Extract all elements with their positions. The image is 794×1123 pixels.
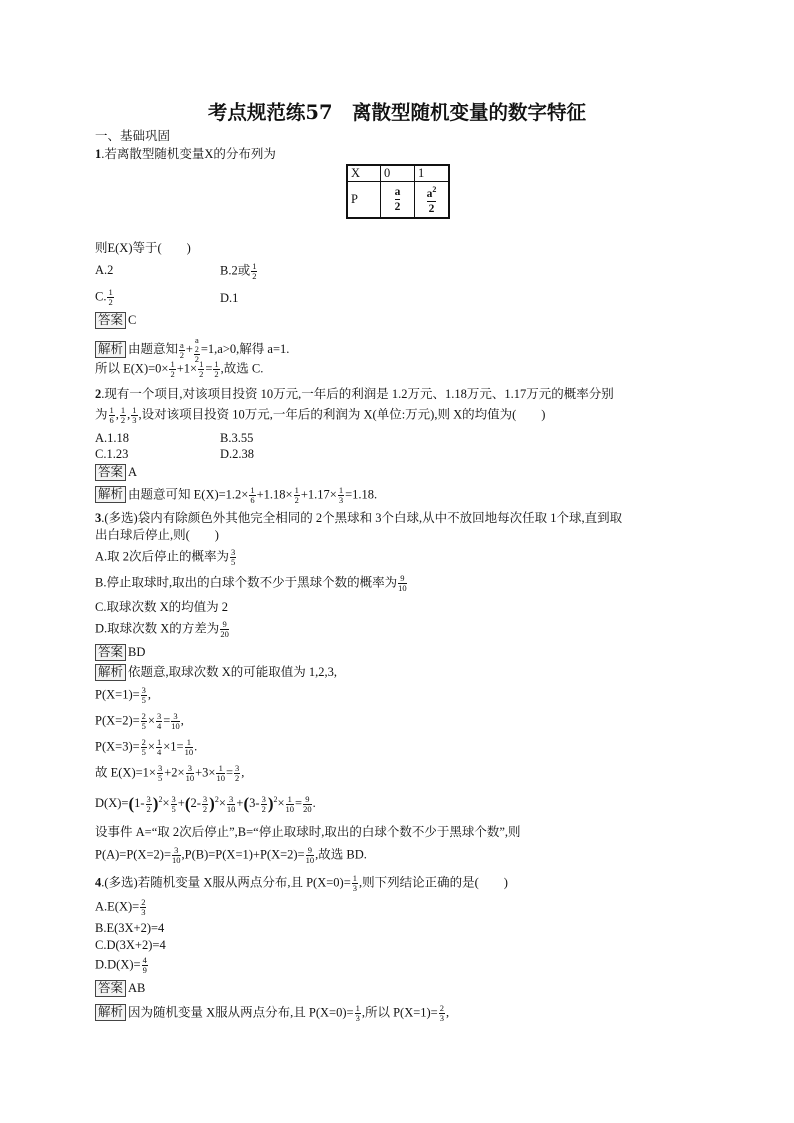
q3-analysis-line: 故 E(X)=1× $\frac{3}{5}$ +2× $\frac{3}{10}$ +3× $\frac{1}{10}$ = $\frac{3}{2}$ , bbox=[95, 763, 245, 783]
q2-analysis: 解析 由题意可知 E(X)=1.2× $\frac{1}{6}$ +1.18× $\frac{1}{2}$ +1.17× $\frac{1}{3}$ =1.18. bbox=[95, 486, 377, 505]
q2-option-a: A.1.18 bbox=[95, 431, 130, 445]
q1-option-d: D.1 bbox=[220, 291, 239, 305]
q3-stem: 3.(多选)袋内有除颜色外其他完全相同的 2个黑球和 3个白球,从中不放回地每次任取 1个球,直到取 bbox=[95, 511, 623, 525]
q2-answer: 答案 A bbox=[95, 464, 137, 481]
q1-option-a: A.2 bbox=[95, 263, 114, 277]
q3-analysis-line: P(X=1)= $\frac{3}{5}$ , bbox=[95, 685, 152, 705]
q1-stem: 1.若离散型随机变量X的分布列为 bbox=[95, 147, 276, 161]
q4-option-d: D.D(X)= $\frac{4}{9}$ bbox=[95, 955, 147, 975]
q3-stem-2: 出白球后停止,则( ) bbox=[95, 528, 219, 542]
q3-option-c: C.取球次数 X的均值为 2 bbox=[95, 600, 228, 614]
q3-analysis-line: P(A)=P(X=2)= $\frac{3}{10}$ ,P(B)=P(X=1)+P(X=2)= $\frac{9}{10}$ ,故选 BD. bbox=[95, 845, 367, 865]
q3-option-a: A.取 2次后停止的概率为 $\frac{3}{5}$ bbox=[95, 547, 236, 567]
q3-analysis-variance: D(X)=(1- $\frac{3}{2}$ )$^2$× $\frac{3}{5}$ +(2- $\frac{3}{2}$ )$^2$× $\frac{3}{10}$ +(3- $\frac{3}{2}$ )$^2$× $\frac{1}{10}$ = $\frac{9}{20}$ . bbox=[95, 793, 316, 814]
table-frac: $\frac{a}{2}$ bbox=[394, 185, 401, 213]
section-heading: 一、基础巩固 bbox=[95, 129, 171, 143]
q2-option-b: B.3.55 bbox=[220, 431, 254, 445]
table-header-p: P bbox=[347, 182, 381, 218]
q4-option-a: A.E(X)= $\frac{2}{3}$ bbox=[95, 897, 146, 917]
q3-analysis: 解析 依题意,取球次数 X的可能取值为 1,2,3, bbox=[95, 664, 337, 681]
q1-analysis-2: 所以 E(X)=0× $\frac{1}{2}$ +1× $\frac{1}{2}$ = $\frac{1}{2}$ ,故选 C. bbox=[95, 359, 264, 379]
q2-stem-2: 为 $\frac{1}{6}$ , $\frac{1}{2}$ , $\frac{1}{3}$ ,设对该项目投资 10万元,一年后的利润为 X(单位:万元),则 X的均值为( ) bbox=[95, 405, 546, 425]
q3-option-b: B.停止取球时,取出的白球个数不少于黑球个数的概率为 $\frac{9}{10}$ bbox=[95, 573, 407, 593]
q3-analysis-line: 设事件 A=“取 2次后停止”,B=“停止取球时,取出的白球个数不少于黑球个数”,则 bbox=[95, 825, 521, 839]
table-frac: $\frac{a^2}{2}$ bbox=[426, 184, 437, 215]
q4-answer: 答案 AB bbox=[95, 980, 145, 997]
q1-analysis: 解析 由题意知 $\frac{a}{2}$ + a 2 2 =1,a>0,解得 a=1. bbox=[95, 336, 289, 364]
q2-option-d: D.2.38 bbox=[220, 447, 255, 461]
q4-analysis: 解析 因为随机变量 X服从两点分布,且 P(X=0)= $\frac{1}{3}$ ,所以 P(X=1)= $\frac{2}{3}$ , bbox=[95, 1004, 449, 1023]
q4-option-c: C.D(3X+2)=4 bbox=[95, 938, 166, 952]
table-header-x: X bbox=[347, 165, 381, 182]
q1-option-c: C. $\frac{1}{2}$ bbox=[95, 287, 113, 307]
table-cell: 0 bbox=[381, 165, 415, 182]
q2-stem: 2.现有一个项目,对该项目投资 10万元,一年后的利润是 1.2万元、1.18万元、1.17万元的概率分别 bbox=[95, 387, 614, 401]
table-cell: 1 bbox=[415, 165, 450, 182]
q1-answer: 答案 C bbox=[95, 312, 136, 329]
q3-option-d: D.取球次数 X的方差为 $\frac{9}{20}$ bbox=[95, 619, 229, 639]
page-title: 考点规范练57 离散型随机变量的数字特征 bbox=[207, 101, 587, 124]
q1-ask: 则E(X)等于( ) bbox=[95, 241, 191, 255]
q3-answer: 答案 BD bbox=[95, 644, 145, 661]
q4-stem: 4.(多选)若随机变量 X服从两点分布,且 P(X=0)= $\frac{1}{3}$ ,则下列结论正确的是( ) bbox=[95, 873, 508, 893]
q3-analysis-line: P(X=3)= $\frac{2}{5}$ × $\frac{1}{4}$ ×1= $\frac{1}{10}$ . bbox=[95, 737, 198, 757]
q3-analysis-line: P(X=2)= $\frac{2}{5}$ × $\frac{3}{4}$ = $\frac{3}{10}$ , bbox=[95, 711, 184, 731]
q1-option-b: B.2或 $\frac{1}{2}$ bbox=[220, 261, 257, 281]
distribution-table bbox=[346, 164, 450, 219]
q4-option-b: B.E(3X+2)=4 bbox=[95, 921, 165, 935]
q2-option-c: C.1.23 bbox=[95, 447, 129, 461]
